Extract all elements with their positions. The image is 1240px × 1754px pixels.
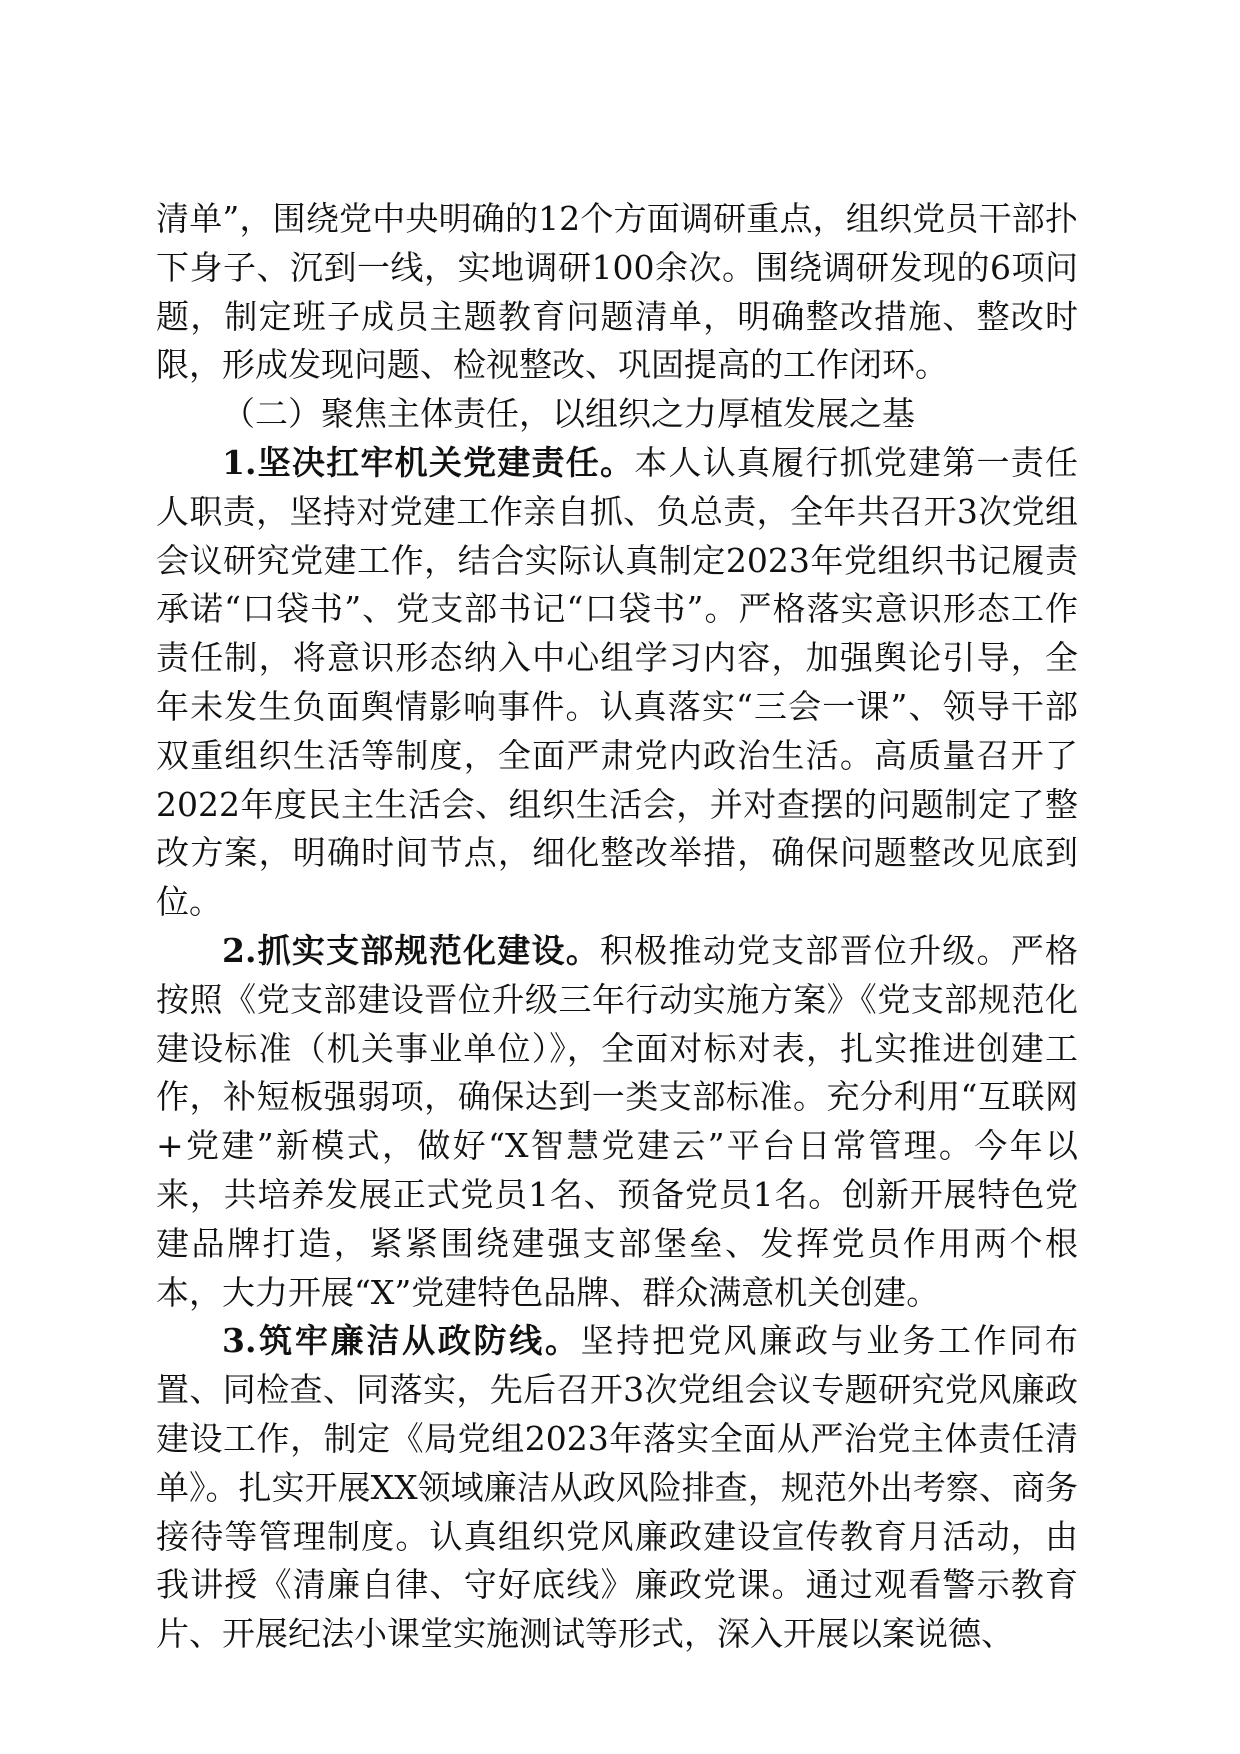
item-lead-2: 2.抓实支部规范化建设。 <box>222 930 600 970</box>
section-heading: （二）聚焦主体责任，以组织之力厚植发展之基 <box>222 394 915 434</box>
item-lead-1: 1.坚决扛牢机关党建责任。 <box>222 442 635 482</box>
item-paragraph-2 <box>156 927 1078 1317</box>
item-body-1: 本人认真履行抓党建第一责任人职责，坚持对党建工作亲自抓、负总责，全年共召开3次党组会议研究党建工作，结合实际认真制定2023年党组织书记履责承诺“口袋书”、党支部书记“口袋书”。严格落实意识形态工作责任制，将意识形态纳入中心组学习内容，加强舆论引导，全年未发生负面舆情影响事件。认真落实“三会一课”、领导干部双重组织生活等制度，全面严肃党内政治生活。高质量召开了2022年度民主生活会、组织生活会，并对查摆的问题制定了整改方案，明确时间节点，细化整改举措，确保问题整改见底到位。 <box>156 442 1079 922</box>
item-paragraph-1 <box>156 439 1078 927</box>
item-paragraph-3 <box>156 1317 1078 1659</box>
item-lead-3: 3.筑牢廉洁从政防线。 <box>222 1321 581 1361</box>
document-page <box>156 195 1078 1659</box>
item-body-3: 坚持把党风廉政与业务工作同布置、同检查、同落实，先后召开3次党组会议专题研究党风廉政建设工作，制定《局党组2023年落实全面从严治党主体责任清单》。扎实开展XX领域廉洁从政风险排查，规范外出考察、商务接待等管理制度。认真组织党风廉政建设宣传教育月活动，由我讲授《清廉自律、守好底线》廉政党课。通过观看警示教育片、开展纪法小课堂实施测试等形式，深入开展以案说德、 <box>156 1321 1079 1654</box>
continuation-paragraph: 清单”，围绕党中央明确的12个方面调研重点，组织党员干部扑下身子、沉到一线，实地调研100余次。围绕调研发现的6项问题，制定班子成员主题教育问题清单，明确整改措施、整改时限，形成发现问题、检视整改、巩固提高的工作闭环。 <box>156 199 1078 385</box>
item-body-2: 积极推动党支部晋位升级。严格按照《党支部建设晋位升级三年行动实施方案》《党支部规范化建设标准（机关事业单位）》，全面对标对表，扎实推进创建工作，补短板强弱项，确保达到一类支部标准。充分利用“互联网+党建”新模式，做好“X智慧党建云”平台日常管理。今年以来，共培养发展正式党员1名、预备党员1名。创新开展特色党建品牌打造，紧紧围绕建强支部堡垒、发挥党员作用两个根本，大力开展“X”党建特色品牌、群众满意机关创建。 <box>156 930 1079 1312</box>
